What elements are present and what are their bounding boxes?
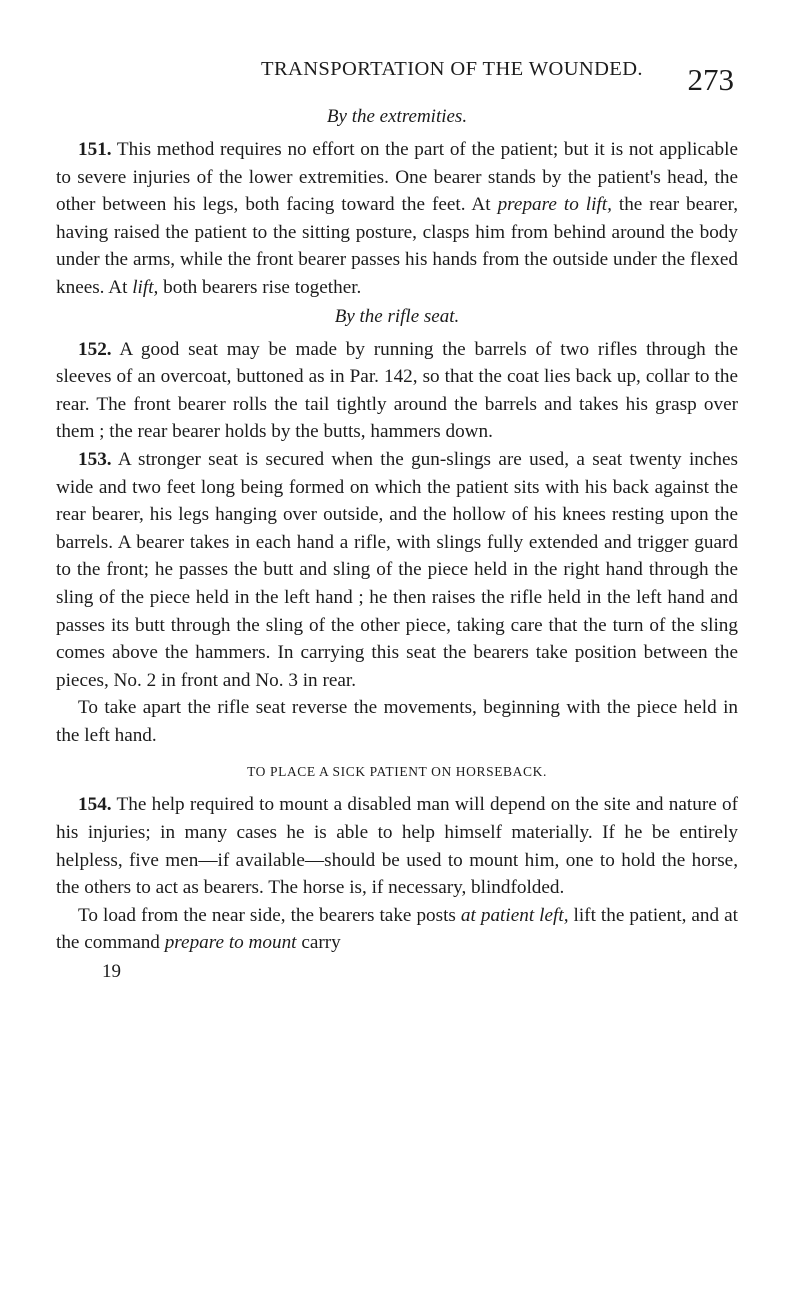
paragraph-text: A stronger seat is secured when the gun-slings are used, a seat twenty inches wide and two feet long being formed on which the patient sits with his back against the rear bearer, his legs hanging over outside, and the hollow of his knees resting upon the barrels. A bearer takes in each hand a rifle, with slings fully extended and trigger guard to the front; he passes the butt and sling of the piece held in the right hand through the sling of the piece held in the left hand ; he then raises the rifle held in the left hand and passes its butt through the sling of the other piece, taking care that the turn of the sling comes above the hammers. In carrying this seat the bearers take position between the pieces, No. 2 in front and No. 3 in rear. [56, 448, 738, 691]
signature-mark: 19 [102, 961, 121, 983]
section-heading-horseback: TO PLACE A SICK PATIENT ON HORSEBACK. [247, 764, 547, 780]
paragraph-text: This method requires no effort on the part of the patient; but it is not applicable to severe injuries of the lower extremities. One bearer stands by the patient's head, the other between his legs, both facing toward the feet. At [56, 139, 738, 216]
section-heading-extremities: By the extremities. [326, 106, 468, 127]
command-term: prepare to mount [164, 932, 297, 954]
running-title: TRANSPORTATION OF THE WOUNDED. [261, 58, 643, 80]
paragraph-text: lift the patient, and at the command [56, 904, 738, 954]
paragraph-text: To load from the near side, the bearers take posts [78, 904, 461, 926]
running-head [56, 58, 738, 102]
paragraph-154-continued [56, 902, 738, 957]
paragraph-number: 151. [78, 139, 112, 160]
paragraph-154 [56, 791, 738, 901]
command-term: lift, [132, 276, 159, 298]
paragraph-text: The help required to mount a disabled man will depend on the site and nature of his injuries; in many cases he is able to help himself materially. If he be entirely helpless, five men—if available—should be used to mount him, one to hold the horse, the others to act as bearers. The horse is, if necessary, blindfolded. [56, 794, 738, 899]
command-term: at patient left, [460, 904, 569, 926]
paragraph-151 [56, 136, 738, 302]
paragraph-153 [56, 446, 738, 694]
paragraph-152 [56, 336, 738, 446]
paragraph-number: 152. [78, 338, 112, 360]
paragraph-text: both bearers rise together. [158, 276, 362, 298]
paragraph-153-continued: To take apart the rifle seat reverse the movements, beginning with the piece held in the left hand. [56, 697, 738, 746]
command-term: prepare to lift, [497, 194, 612, 216]
section-heading-rifle-seat: By the rifle seat. [334, 305, 460, 327]
paragraph-text: carry [296, 932, 341, 954]
page-number: 273 [687, 62, 734, 97]
paragraph-text: the rear bearer, having raised the patient to the sitting posture, clasps him from behind around the body under the arms, while the front bearer passes his hands from the outside under the flexed knees. At [56, 194, 738, 298]
paragraph-number: 154. [78, 794, 112, 816]
paragraph-text: A good seat may be made by running the barrels of two rifles through the sleeves of an overcoat, buttoned as in Par. 142, so that the coat lies back up, collar to the rear. The front bearer rolls the tail tightly around the barrels and takes his grasp over them ; the rear bearer holds by the butts, hammers down. [56, 338, 738, 443]
paragraph-number: 153. [78, 448, 112, 470]
